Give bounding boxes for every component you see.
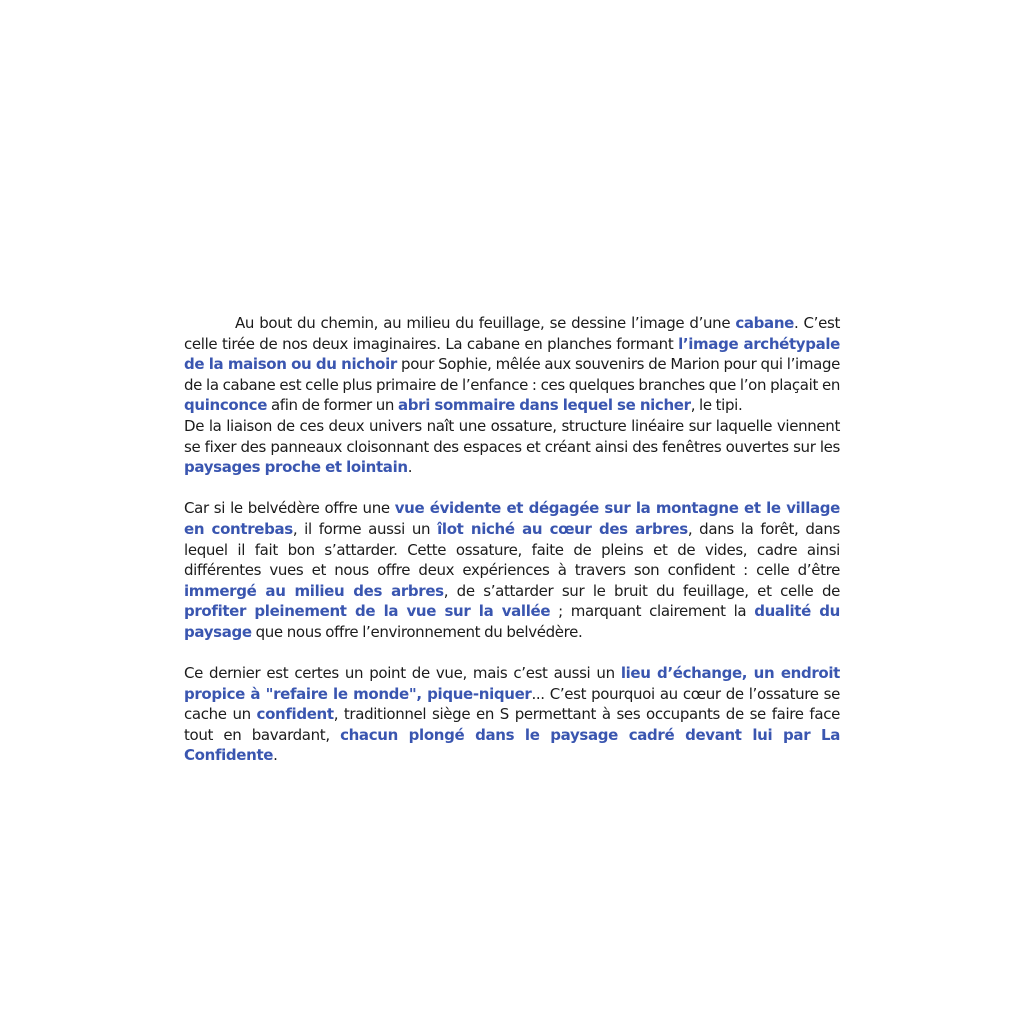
highlight-keyword: profiter pleinement de la vue sur la vallée bbox=[184, 602, 551, 621]
text-segment: ... C’est pourquoi au cœur de l’ossature se cache un bbox=[184, 684, 840, 724]
highlight-keyword: chacun plongé dans le paysage cadré devant lui par La Confidente bbox=[184, 725, 840, 765]
text-segment: afin de former un bbox=[267, 396, 399, 415]
paragraph-spacer bbox=[184, 478, 840, 499]
highlight-keyword: l’image archétypale de la maison ou du nichoir bbox=[184, 334, 840, 374]
text-segment: ; marquant clairement la bbox=[550, 602, 755, 621]
highlight-keyword: abri sommaire dans lequel se nicher bbox=[398, 396, 691, 415]
highlight-keyword: dualité du paysage bbox=[184, 602, 841, 641]
highlight-keyword: lieu d’échange, un endroit propice à "refaire le monde", pique-niquer bbox=[184, 664, 840, 703]
text-segment: que nous offre l’environnement du belvédère. bbox=[251, 622, 583, 641]
text-segment: . bbox=[407, 458, 413, 477]
paragraph-spacer bbox=[184, 643, 840, 664]
highlight-keyword: îlot niché au cœur des arbres bbox=[437, 519, 688, 538]
text-block bbox=[184, 313, 840, 766]
highlight-keyword: confident bbox=[256, 705, 334, 724]
highlight-keyword: immergé au milieu des arbres bbox=[184, 581, 444, 600]
text-segment: Au bout du chemin, au milieu du feuillage, se dessine l’image d’une bbox=[235, 314, 736, 332]
highlight-keyword: quinconce bbox=[184, 396, 268, 415]
text-segment: De la liaison de ces deux univers naît une ossature, structure linéaire sur laquelle viennent se fixer des panneaux cloisonnant des espaces et créant ainsi des fenêtres ouvertes sur les bbox=[184, 416, 840, 456]
text-segment: pour Sophie, mêlée aux souvenirs de Marion pour qui l’image de la cabane est celle plus primaire de l’enfance : ces quelques branches que l’on plaçait en bbox=[184, 355, 840, 394]
text-segment: Car si le belvédère offre une bbox=[184, 499, 395, 518]
text-segment: , il forme aussi un bbox=[292, 519, 438, 538]
text-segment: , dans la forêt, dans lequel il fait bon s’attarder. Cette ossature, faite de pleins et de vides, cadre ainsi différentes vues et nous offre deux expériences à travers son confident : celle d’être bbox=[184, 519, 841, 580]
text-segment: . C’est celle tirée de nos deux imaginaires. La cabane en planches formant bbox=[184, 314, 840, 353]
text-segment: , le tipi. bbox=[690, 396, 743, 415]
paragraph-ossature bbox=[184, 416, 840, 478]
paragraph-cabane bbox=[184, 313, 840, 416]
highlight-keyword: vue évidente et dégagée sur la montagne et le village en contrebas bbox=[184, 499, 840, 538]
paragraph-belvedere bbox=[184, 498, 840, 642]
text-segment: Ce dernier est certes un point de vue, mais c’est aussi un bbox=[184, 664, 621, 683]
text-segment: , de s’attarder sur le bruit du feuillage, et celle de bbox=[443, 581, 840, 600]
paragraph-confident bbox=[184, 663, 840, 766]
text-segment: . bbox=[273, 746, 278, 765]
highlight-keyword: paysages proche et lointain bbox=[184, 458, 408, 477]
text-segment: , traditionnel siège en S permettant à ses occupants de se faire face tout en bavardant, bbox=[184, 705, 840, 744]
highlight-keyword: cabane bbox=[735, 314, 794, 332]
